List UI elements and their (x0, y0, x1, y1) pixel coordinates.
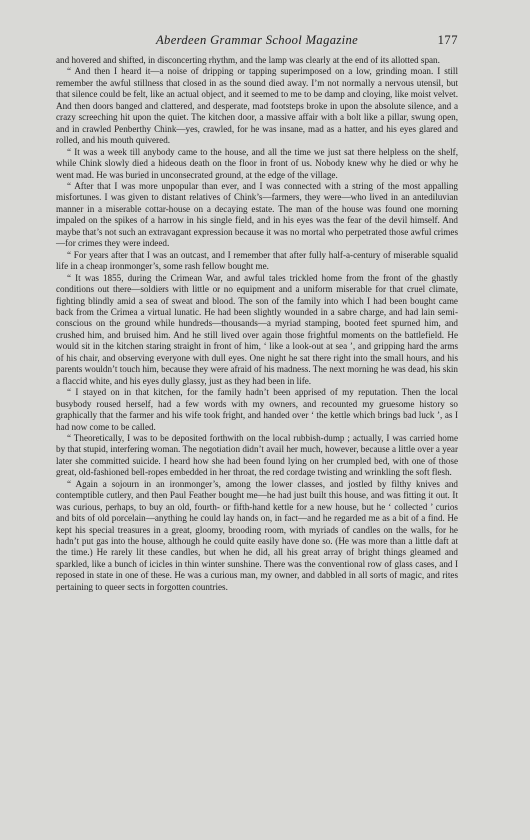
running-title: Aberdeen Grammar School Magazine (156, 33, 359, 47)
page-number: 177 (437, 33, 458, 47)
paragraph: “ Again a sojourn in an ironmonger’s, among the lower classes, and jostled by filthy knives and contemptible cutlery, and then Paul Feather bought me—he had just built this house, and was fitting it out. It was curious, perhaps, to buy an old, fourth- or fifth-hand kettle for a new house, but he ‘ collected ’ curios and bits of old porcelain—anything he could lay hands on, in fact—and he regarded me as a bit of a find. He kept his special treasures in a great, gloomy, brooding room, with myriads of candles on the walls, for he hadn’t put gas into the house, although he could quite easily have done so. (He was more than a little daft at the time.) He rarely lit these candles, but when he did, all his great array of bright things gleamed and sparkled, like a bunch of icicles in thin winter sunshine. There was the conventional row of glass cases, and I reposed in state in one of these. He was a curious man, my owner, and dabbled in all sorts of magic, and rites pertaining to queer sects in forgotten countries. (56, 478, 458, 592)
paragraph: “ It was 1855, during the Crimean War, and awful tales trickled home from the front of the ghastly conditions out there—soldiers with little or no equipment and a uniform miserable for that cruel climate, fighting blindly amid a sea of sweat and blood. The son of the family into which I had been bought came back from the Crimea a virtual lunatic. He had been slightly wounded in a sabre charge, and had lain semi-conscious on the ground while hundreds—thousands—a myriad stamping, booted feet spurned him, and crushed him, and bruised him. And he still lived over again those frightful moments on the battlefield. He would sit in the kitchen staring straight in front of him, ‘ like a look-out at sea ’, and gripping hard the arms of his chair, and observing everyone with dull eyes. One night he sat there right into the small hours, and his parents wouldn’t touch him, because they were afraid of his madness. The next morning he was dead, his skin a flaccid white, and his eyes dully glassy, just as they had been in life. (56, 272, 458, 386)
paragraph: “ For years after that I was an outcast, and I remember that after fully half-a-century of miserable squalid life in a cheap ironmonger’s, some rash fellow bought me. (56, 249, 458, 272)
paragraph: “ After that I was more unpopular than ever, and I was connected with a string of the most appalling misfortunes. I was given to distant relatives of Chink’s—farmers, they were—who lived in an antediluvian manner in a miserable cottar-house on a decaying estate. The man of the house was found one morning impaled on the spikes of a harrow in his single field, and in his eyes was the fear of the devil himself. And maybe that’s not such an extravagant expression because it was no mortal who perpetrated those awful crimes—for crimes they were indeed. (56, 180, 458, 249)
paragraph-continuation: and hovered and shifted, in disconcerting rhythm, and the lamp was clearly at the end of its allotted span. (56, 55, 440, 65)
paragraph: “ It was a week till anybody came to the house, and all the time we just sat there helpless on the shelf, while Chink slowly died a hideous death on the floor in front of us. Nobody knew why he died or why he went mad. He was buried in unconsecrated ground, at the edge of the village. (56, 146, 458, 180)
paragraph: “ And then I heard it—a noise of dripping or tapping superimposed on a low, grinding moan. I still remember the awful stillness that closed in as the sound died away. I’m not normally a nervous utensil, but that silence could be felt, like an actual object, and it seemed to me to be damp and cloying, like moist velvet. And then doors banged and clattered, and desperate, mad footsteps broke in upon the absolute silence, and a crazy screeching hit upon the quiet. The kitchen door, a massive affair with a bolt like a pillar, swung open, and in crawled Penberthy Chink—yes, crawled, for he was insane, mad as a hatter, and his eyes glared and rolled, and his mouth quivered. (56, 66, 458, 146)
running-header (56, 33, 458, 49)
paragraph: “ Theoretically, I was to be deposited forthwith on the local rubbish-dump ; actually, I was carried home by that stupid, interfering woman. The negotiation didn’t avail her much, however, because a little over a year later she committed suicide. I heard how she had been found lying on her crumpled bed, with one of those great, old-fashioned bell-ropes embedded in her throat, the red cordage twisting and wrinkling the soft flesh. (56, 432, 458, 478)
body-text (56, 55, 458, 593)
paragraph: “ I stayed on in that kitchen, for the family hadn’t been apprised of my reputation. Then the local busybody roused herself, had a few words with my owners, and recounted my gruesome history so graphically that the farmer and his wife took fright, and handed over ‘ the kettle which brings bad luck ’, as I had now come to be called. (56, 387, 458, 432)
